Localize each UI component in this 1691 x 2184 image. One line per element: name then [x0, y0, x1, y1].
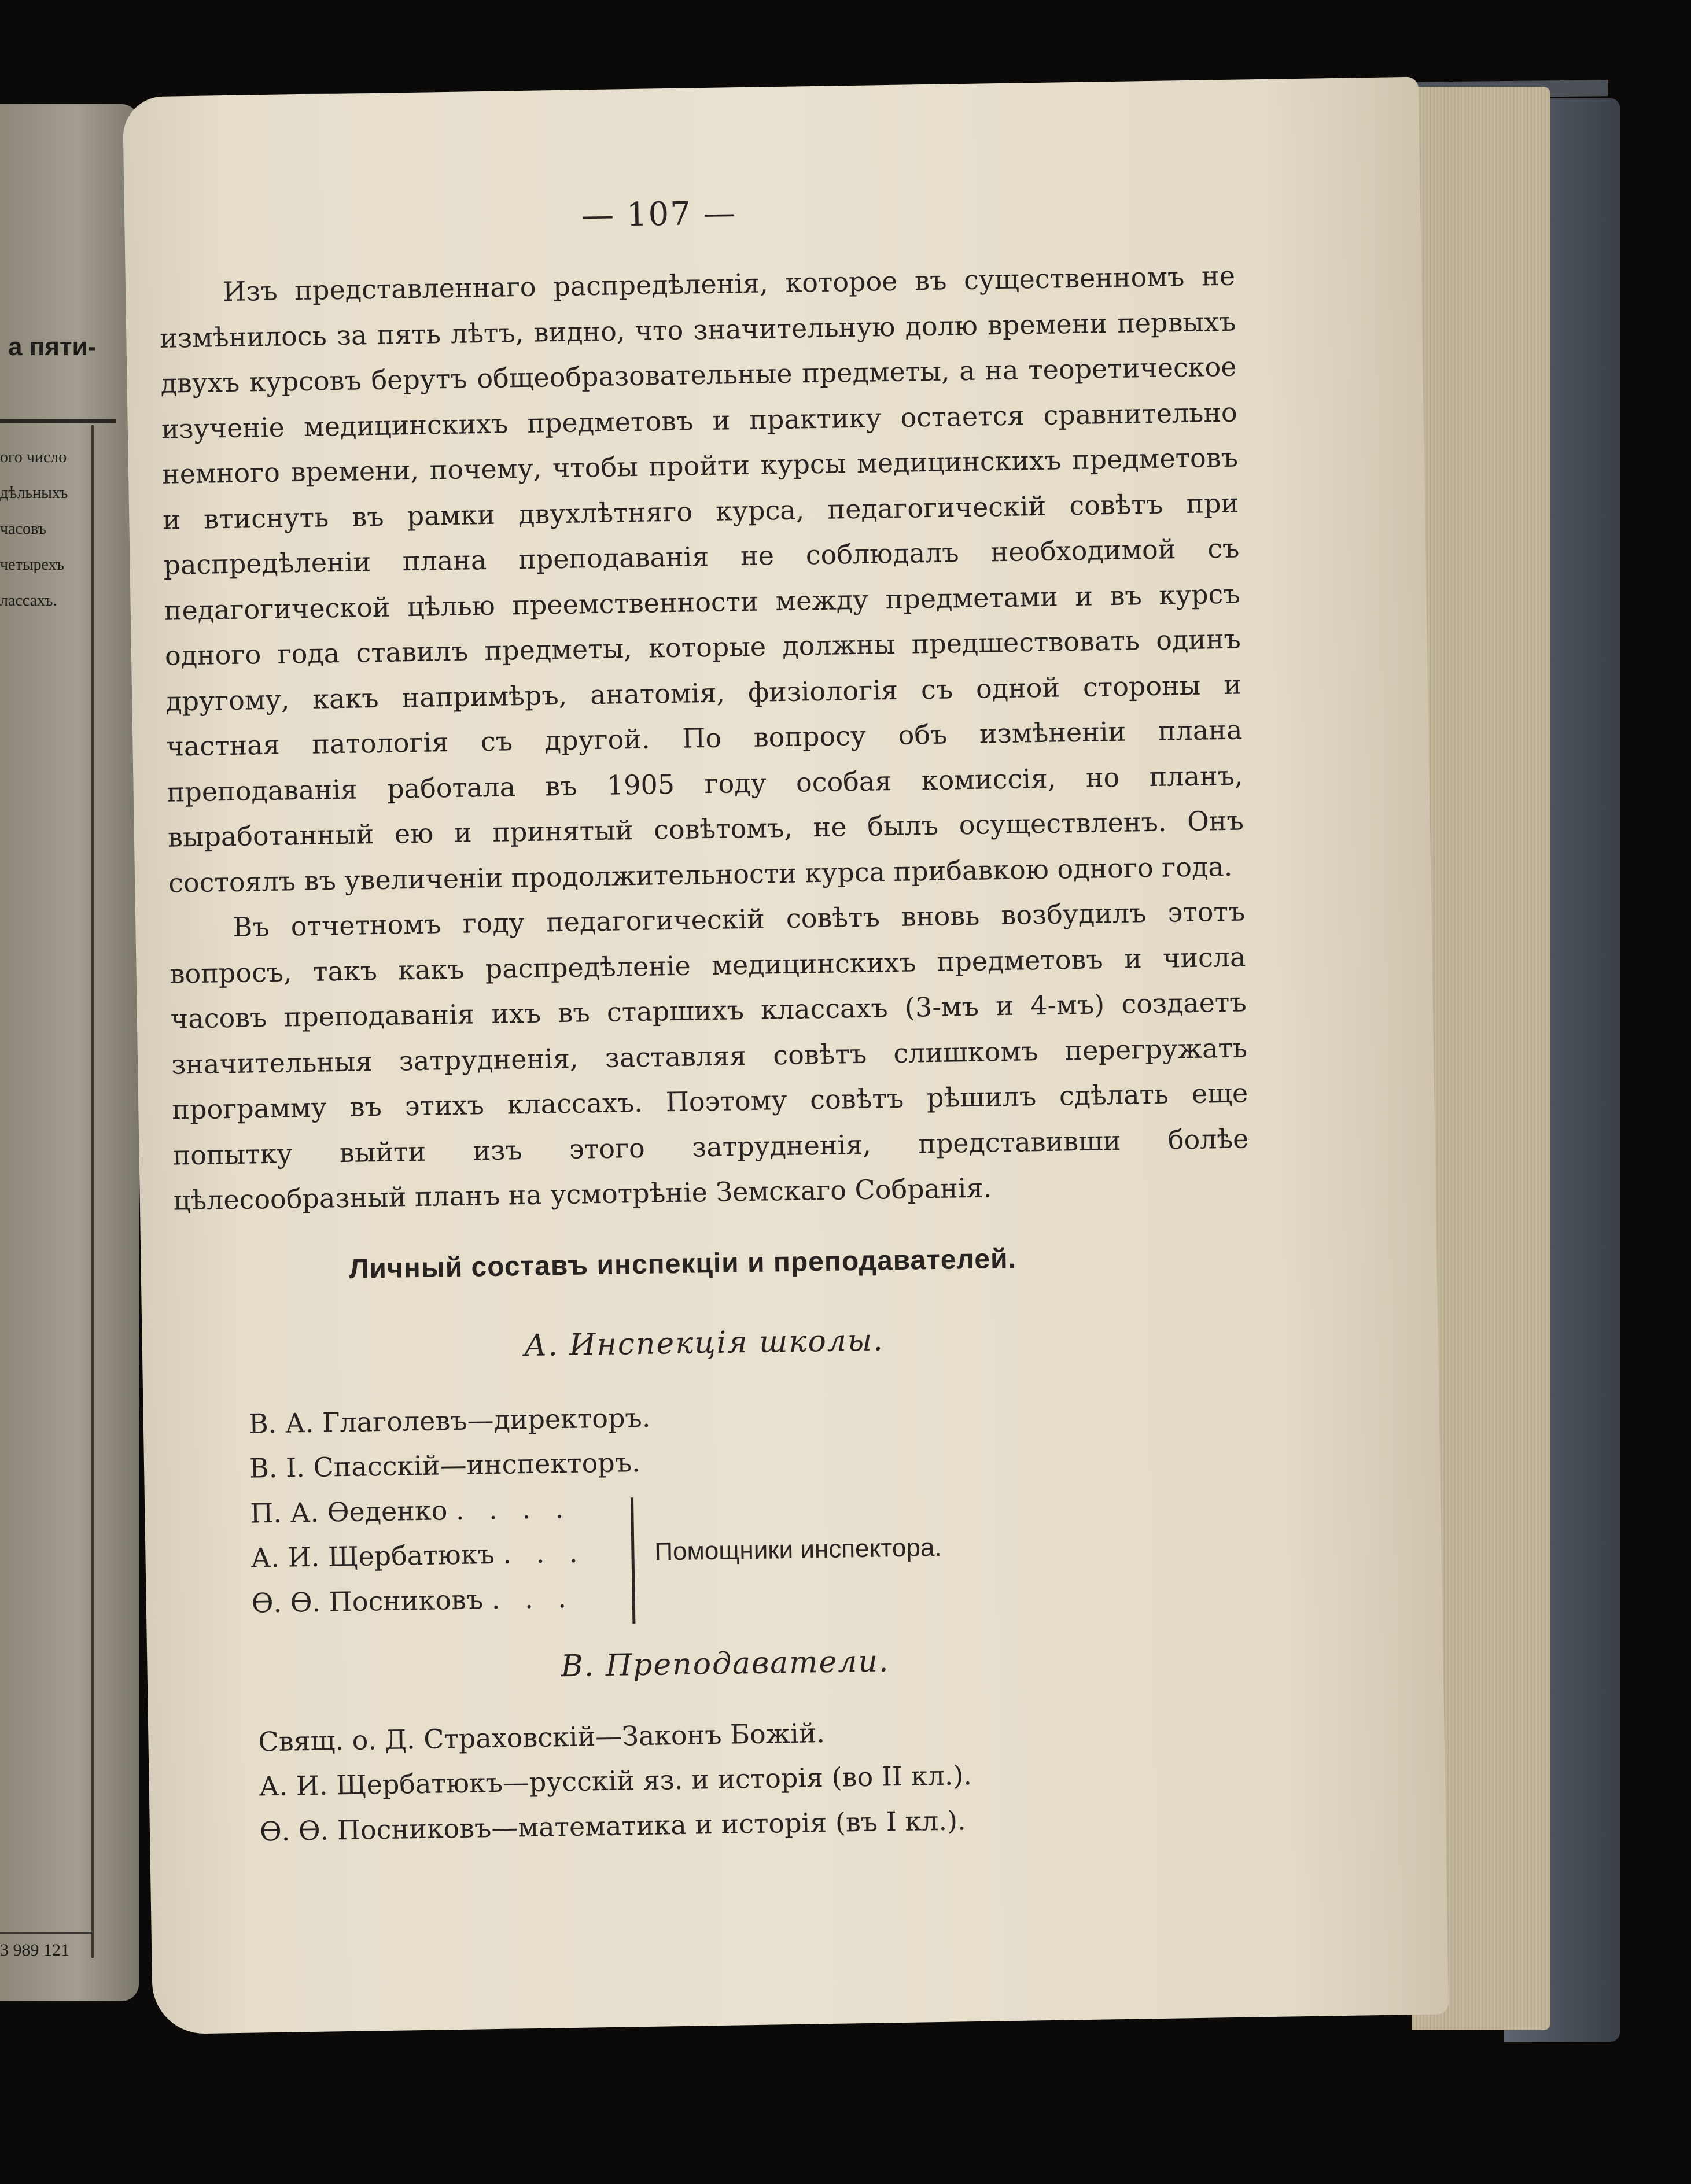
previous-page-fragment: лассахъ. [0, 592, 57, 610]
assistant-entry [250, 1493, 572, 1529]
inspection-member: В. І. Спасскій—инспекторъ. [249, 1447, 641, 1484]
grouping-brace [631, 1497, 635, 1624]
inspection-subheading: А. Инспекція школы. [524, 1323, 885, 1364]
previous-page-fragment: четырехъ [0, 556, 65, 574]
previous-page-column-fragments [0, 440, 68, 619]
teacher-entry: Ѳ. Ѳ. Посниковъ—математика и исторія (въ I кл.). [259, 1805, 966, 1847]
assistants-label: Помощники инспектора. [654, 1533, 942, 1566]
previous-page-fragment: дѣльныхъ [0, 484, 68, 502]
previous-page-heading-fragment: а пяти- [8, 333, 97, 361]
previous-page-rule [0, 419, 116, 423]
assistant-name: П. А. Ѳеденко [249, 1495, 448, 1529]
inspection-member: В. А. Глаголевъ—директоръ. [248, 1401, 651, 1440]
page-content [123, 77, 1449, 2035]
previous-page-fragment: ого число [0, 448, 67, 466]
book-page [123, 77, 1449, 2035]
previous-page-table-bottom [0, 1932, 91, 1934]
previous-page-fragment: часовъ [0, 520, 46, 538]
leader-dots: . . . [491, 1582, 575, 1615]
page-number: — 107 — [581, 194, 738, 235]
paragraph: Въ отчетномъ году педагогическій совѣтъ вновь возбудилъ этотъ вопросъ, такъ какъ распредѣленіе медицинскихъ предметовъ и числа часовъ преподаванія ихъ въ старшихъ классахъ (3-мъ и 4-мъ) создаетъ значительныя затрудненія, заставляя совѣтъ слишкомъ перегружать программу въ этихъ классахъ. Поэтому совѣтъ рѣшилъ сдѣлать еще попытку выйти изъ этого затрудненія, представивши болѣе цѣлесообразный планъ на усмотрѣніе Земскаго Собранія. [170, 895, 1249, 1216]
teachers-subheading: В. Преподаватели. [561, 1644, 890, 1684]
paragraph: Изъ представленнаго распредѣленія, которое въ существенномъ не измѣнилось за пять лѣтъ, видно, что значительную долю времени первыхъ двухъ курсовъ берутъ общеобразовательные предметы, а на теоретическое изученіе медицинскихъ предметовъ и практику остается сравнительно немного времени, почему, чтобы пройти курсы медицинскихъ предметовъ и втиснуть въ рамки двухлѣтняго курса, педагогическій совѣтъ при распредѣленіи плана преподаванія не соблюдалъ необходимой съ педагогической цѣлью преемственности между предметами и въ курсъ одного года ставилъ предметы, которые должны предшествовать одинъ другому, какъ напримѣръ, анатомія, физіологія съ одной стороны и частная патологія съ другой. По вопросу объ измѣненіи плана преподаванія работала въ 1905 году особая комиссія, но планъ, выработанный ею и принятый совѣтомъ, не былъ осуществленъ. Онъ состоялъ въ увеличеніи продолжительности курса прибавкою одного года. [159, 260, 1244, 899]
teacher-entry: Свящ. о. Д. Страховскій—Законъ Божій. [258, 1717, 826, 1758]
previous-page-numbers: 3 989 121 [0, 1940, 69, 1960]
assistant-name: Ѳ. Ѳ. Посниковъ [251, 1584, 484, 1619]
assistant-name: А. И. Щербатюкъ [250, 1539, 495, 1574]
body-text [159, 253, 1250, 1224]
leader-dots: . . . [502, 1537, 586, 1570]
leader-dots: . . . . [455, 1492, 572, 1526]
teacher-entry: А. И. Щербатюкъ—русскій яз. и исторія (во II кл.). [259, 1759, 972, 1802]
assistant-entry [251, 1582, 574, 1619]
assistant-entry [250, 1537, 586, 1574]
section-heading: Личный составъ инспекціи и преподавателей. [349, 1243, 1017, 1285]
previous-page-table-line [91, 425, 94, 1958]
previous-page-edge [0, 104, 139, 2001]
